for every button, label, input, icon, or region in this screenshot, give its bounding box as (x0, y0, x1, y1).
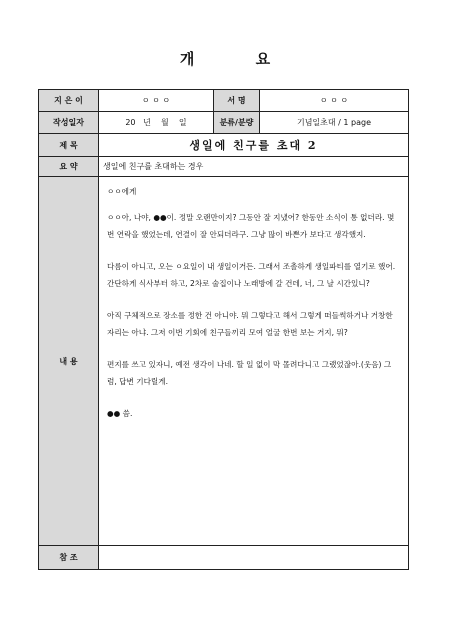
letter-paragraph-3: 아직 구체적으로 장소를 정한 건 아니야. 뭐 그렇다고 해서 그렇게 떠들썩하거나 거창한 자리는 아냐. 그저 이번 기회에 친구들끼리 모여 얼굴 한번 보는 거지, 뭐? (107, 311, 393, 337)
date-value: 20 년 월 일 (99, 112, 214, 134)
author-row (39, 90, 409, 112)
author-label: 지 은 이 (39, 90, 99, 112)
subject-value: 생일에 친구를 초대 2 (99, 134, 409, 157)
subject-label: 제 목 (39, 134, 99, 157)
letter-body (99, 177, 409, 546)
page-title: 개 요 (179, 50, 299, 68)
letter-greeting: ㅇㅇ에게 (107, 187, 137, 196)
letter-paragraph-4: 편지를 쓰고 있자니, 예전 생각이 나네. 할 일 없이 막 몰려다니고 그랬었잖아.(웃음) 그럼, 답변 기다릴게. (107, 360, 392, 386)
date-label: 작성일자 (39, 112, 99, 134)
category-value: 기념일초대 / 1 page (260, 112, 409, 134)
content-row (39, 177, 409, 546)
letter-paragraph-1: ㅇㅇ아, 나야, ●●이. 정말 오랜만이지? 그동안 잘 지냈어? 한동안 소식이 통 없더라. 몇 번 연락을 했었는데, 연결이 잘 안되더라구. 그냥 많이 바쁜가 보다고 생각했지. (107, 213, 395, 239)
letter-signature: ●● 씀. (107, 409, 133, 418)
reference-label: 참 조 (39, 546, 99, 570)
category-label: 분류/분량 (214, 112, 260, 134)
content-label: 내 용 (39, 177, 99, 546)
summary-value: 생일에 친구를 초대하는 경우 (99, 157, 409, 177)
summary-label: 요 약 (39, 157, 99, 177)
summary-row (39, 157, 409, 177)
reference-value (99, 546, 409, 570)
reviewer-value: ㅇ ㅇ ㅇ (260, 90, 409, 112)
overview-form-table (38, 89, 409, 570)
letter-paragraph-2: 다름이 아니고, 오는 ㅇ요일이 내 생일이거든. 그래서 조촐하게 생일파티를 열기로 했어. 간단하게 식사부터 하고, 2차로 술집이나 노래방에 갈 건데, 너, 그 날 시간있니? (107, 262, 396, 288)
reviewer-label: 서 명 (214, 90, 260, 112)
date-row (39, 112, 409, 134)
author-value: ㅇ ㅇ ㅇ (99, 90, 214, 112)
reference-row (39, 546, 409, 570)
subject-row (39, 134, 409, 157)
